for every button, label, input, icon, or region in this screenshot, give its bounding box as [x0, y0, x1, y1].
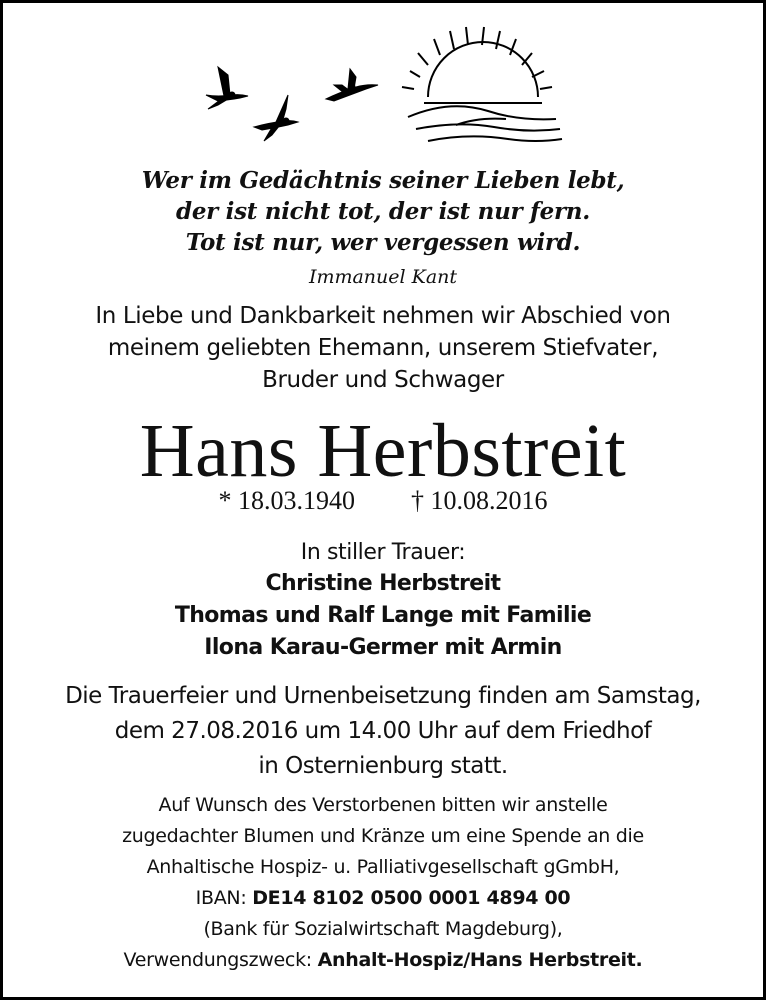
donation-text: zugedachter Blumen und Kränze um eine Spende an die — [122, 825, 644, 847]
donation-text: Anhaltische Hospiz- u. Palliativgesellschaft gGmbH, — [146, 856, 620, 878]
mourner-name: Thomas und Ralf Lange mit Familie — [174, 603, 592, 628]
iban-value: DE14 8102 0500 0001 4894 00 — [252, 887, 571, 909]
header-illustration — [188, 25, 578, 165]
quote-line: Tot ist nur, wer vergessen wird. — [185, 229, 581, 256]
donation-text: Auf Wunsch des Verstorbenen bitten wir anstelle — [158, 794, 608, 816]
service-text: dem 27.08.2016 um 14.00 Uhr auf dem Friedhof — [114, 718, 652, 744]
flying-birds-icon — [206, 67, 378, 141]
donation-bank: (Bank für Sozialwirtschaft Magdeburg), — [203, 918, 563, 940]
quote-line: der ist nicht tot, der ist nur fern. — [176, 198, 590, 225]
quote-author: Immanuel Kant — [308, 266, 458, 288]
purpose-label: Verwendungszweck: — [123, 949, 312, 971]
service-text: in Osternienburg statt. — [258, 753, 508, 779]
mourner-name: Christine Herbstreit — [265, 571, 501, 596]
service-text: Die Trauerfeier und Urnenbeisetzung finden am Samstag, — [65, 683, 701, 709]
intro-text: Bruder und Schwager — [262, 367, 504, 393]
deceased-name: Hans Herbstreit — [139, 409, 627, 493]
death-date: † 10.08.2016 — [411, 486, 548, 515]
hills-icon — [408, 106, 562, 141]
quote-line: Wer im Gedächtnis seiner Lieben lebt, — [141, 167, 625, 194]
purpose-value: Anhalt-Hospiz/Hans Herbstreit. — [317, 949, 643, 971]
rising-sun-icon — [402, 27, 552, 103]
intro-text: In Liebe und Dankbarkeit nehmen wir Abschied von — [95, 303, 671, 329]
intro-text: meinem geliebten Ehemann, unserem Stiefvater, — [107, 335, 659, 361]
donation-purpose — [3, 949, 763, 971]
mourner-name: Ilona Karau-Germer mit Armin — [204, 635, 562, 660]
mourners-heading: In stiller Trauer: — [300, 540, 466, 565]
donation-iban — [3, 887, 763, 909]
life-dates — [3, 486, 763, 516]
birth-date: * 18.03.1940 — [218, 486, 355, 515]
iban-label: IBAN: — [195, 887, 247, 909]
